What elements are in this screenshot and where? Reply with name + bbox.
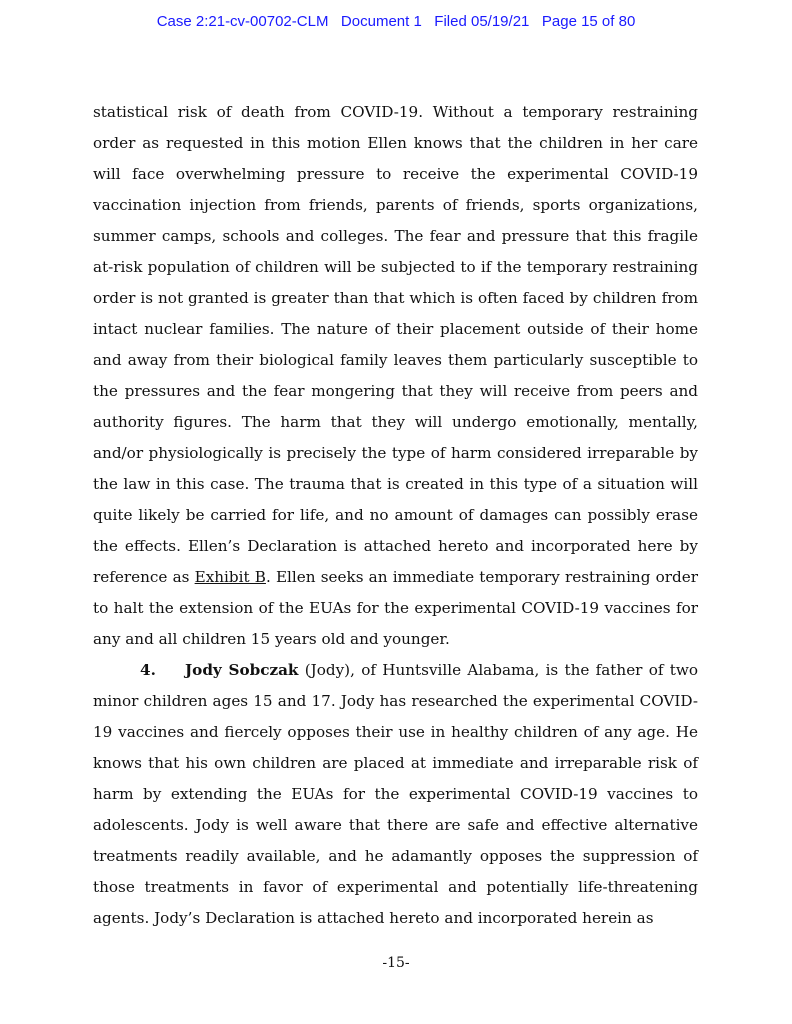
paragraph-text: (Jody), of Huntsville Alabama, is the father of two minor children ages 15 and 17. Jody has researched the experimental COVID-19 vaccines and fiercely opposes their use in healthy children of any age. He knows that his own children are placed at immediate and irreparable risk of harm by extending the EUAs for the experimental COVID-19 vaccines to adolescents. Jody is well aware that there are safe and effective alternative treatments readily available, and he adamantly opposes the suppression of those treatments in favor of experimental and potentially life-threatening agents. Jody’s Declaration is attached hereto and incorporated herein as bbox=[93, 661, 698, 927]
paragraph-text: statistical risk of death from COVID-19. Without a temporary restraining order as requested in this motion Ellen knows that the children in her care will face overwhelming pressure to receive the experimental COVID-19 vaccination injection from friends, parents of friends, sports organizations, summer camps, schools and colleges. The fear and pressure that this fragile at-risk population of children will be subjected to if the temporary restraining order is not granted is greater than that which is often faced by children from intact nuclear families. The nature of their placement outside of their home and away from their biological family leaves them particularly susceptible to the pressures and the fear mongering that they will receive from peers and authority figures. The harm that they will undergo emotionally, mentally, and/or physiologically is precisely the type of harm considered irreparable by the law in this case. The trauma that is created in this type of a situation will quite likely be carried for life, and no amount of damages can possibly erase the effects. Ellen’s Declaration is attached hereto and incorporated here by reference as bbox=[93, 103, 698, 586]
paragraph-ellen-continued bbox=[93, 97, 698, 655]
page-number: -15- bbox=[382, 955, 410, 971]
case-filing-header: Case 2:21-cv-00702-CLM Document 1 Filed 05/19/21 Page 15 of 80 bbox=[156, 13, 636, 30]
exhibit-reference: Exhibit B bbox=[194, 568, 266, 586]
document-body bbox=[93, 97, 698, 934]
paragraph-jody bbox=[93, 655, 698, 934]
party-name: Jody Sobczak bbox=[185, 661, 299, 679]
paragraph-text-end: . Ellen seeks an immediate temporary restraining order to halt the extension of the EUAs for the experimental COVID-19 vaccines for any and all children 15 years old and younger. bbox=[93, 568, 698, 648]
paragraph-number: 4. bbox=[140, 661, 156, 679]
